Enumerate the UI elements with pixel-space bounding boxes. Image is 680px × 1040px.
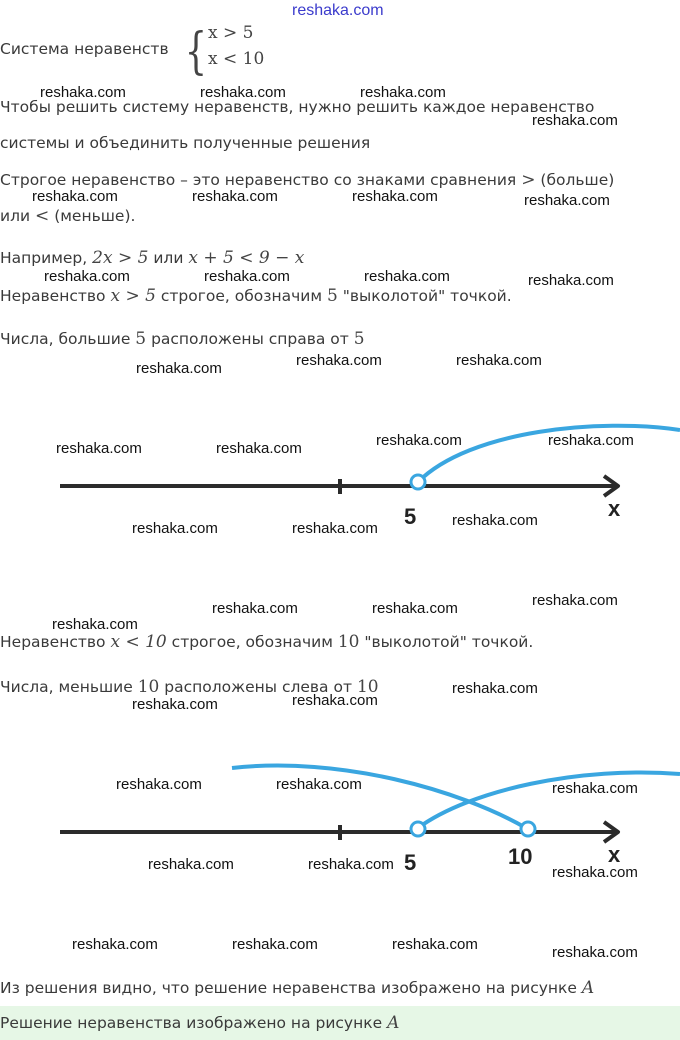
conclusion-text: Из решения видно, что решение неравенства изображено на рисунке	[0, 979, 577, 997]
conclusion-letter: A	[581, 978, 595, 998]
watermark: reshaka.com	[148, 856, 234, 873]
right-of-5-num: 5	[135, 329, 147, 349]
watermark: reshaka.com	[528, 272, 614, 289]
watermark: reshaka.com	[532, 592, 618, 609]
greater-sign: >	[521, 170, 536, 190]
watermark: reshaka.com	[232, 936, 318, 953]
paragraph-3	[0, 170, 614, 190]
open-point-5	[411, 822, 425, 836]
right-of-5-num-b: 5	[353, 329, 365, 349]
paragraph-right-of-5	[0, 329, 365, 349]
strict-5-text: Неравенство	[0, 287, 106, 305]
open-point-10	[521, 822, 535, 836]
watermark: reshaka.com	[552, 780, 638, 797]
watermark: reshaka.com	[52, 616, 138, 633]
label-5: 5	[404, 850, 417, 875]
paragraph-3-text: Строгое неравенство – это неравенство со знаками сравнения	[0, 171, 517, 189]
label-5: 5	[404, 504, 417, 529]
watermark: reshaka.com	[360, 84, 446, 101]
left-of-10-text-b: расположены слева от	[164, 678, 352, 696]
paragraph-4-text-b: (меньше).	[54, 207, 136, 225]
strict-10-number: 10	[337, 632, 360, 652]
strict-10-text-c: "выколотой" точкой.	[364, 633, 534, 651]
solution-arc-right	[418, 772, 680, 828]
site-link[interactable]: reshaka.com	[292, 2, 384, 19]
watermark: reshaka.com	[376, 432, 462, 449]
less-sign: <	[35, 206, 50, 226]
answer-label: Решение неравенства изображено на рисунке	[0, 1014, 383, 1032]
paragraph-strict-10	[0, 632, 533, 652]
watermark: reshaka.com	[292, 520, 378, 537]
watermark: reshaka.com	[72, 936, 158, 953]
watermark: reshaka.com	[200, 84, 286, 101]
watermark: reshaka.com	[204, 268, 290, 285]
paragraph-3-text-b: (больше)	[540, 171, 615, 189]
paragraph-example	[0, 248, 304, 268]
watermark: reshaka.com	[40, 84, 126, 101]
answer-letter: A	[387, 1013, 400, 1033]
watermark: reshaka.com	[116, 776, 202, 793]
watermark: reshaka.com	[276, 776, 362, 793]
strict-10-text: Неравенство	[0, 633, 106, 651]
watermark: reshaka.com	[308, 856, 394, 873]
system-line-2: x < 10	[208, 49, 265, 69]
watermark: reshaka.com	[456, 352, 542, 369]
example-math-2: x + 5 < 9 − x	[188, 248, 305, 268]
strict-10-math: x < 10	[110, 632, 167, 652]
example-text: Например,	[0, 249, 88, 267]
paragraph-4	[0, 206, 135, 226]
watermark: reshaka.com	[216, 440, 302, 457]
watermark: reshaka.com	[552, 864, 638, 881]
left-of-10-text: Числа, меньшие	[0, 678, 133, 696]
label-x: x	[608, 842, 621, 867]
label-10: 10	[508, 844, 533, 869]
watermark: reshaka.com	[548, 432, 634, 449]
watermark: reshaka.com	[392, 936, 478, 953]
watermark: reshaka.com	[364, 268, 450, 285]
watermark: reshaka.com	[212, 600, 298, 617]
watermark: reshaka.com	[552, 944, 638, 961]
open-point-5	[411, 475, 425, 489]
watermark: reshaka.com	[372, 600, 458, 617]
watermark: reshaka.com	[192, 188, 278, 205]
right-of-5-text-b: расположены справа от	[151, 330, 349, 348]
left-of-10-num: 10	[137, 677, 160, 697]
watermark: reshaka.com	[352, 188, 438, 205]
watermark: reshaka.com	[32, 188, 118, 205]
watermark: reshaka.com	[532, 112, 618, 129]
system-brace: {	[184, 22, 208, 80]
paragraph-2: системы и объединить полученные решения	[0, 134, 371, 152]
left-of-10-num-b: 10	[356, 677, 379, 697]
watermark: reshaka.com	[524, 192, 610, 209]
strict-5-number: 5	[327, 286, 338, 306]
system-line-1: x > 5	[208, 23, 254, 43]
strict-5-text-c: "выколотой" точкой.	[342, 287, 512, 305]
watermark: reshaka.com	[452, 512, 538, 529]
right-of-5-text: Числа, большие	[0, 330, 131, 348]
watermark: reshaka.com	[56, 440, 142, 457]
strict-10-text-b: строгое, обозначим	[171, 633, 333, 651]
watermark: reshaka.com	[452, 680, 538, 697]
example-math-1: 2x > 5	[92, 248, 149, 268]
watermark: reshaka.com	[136, 360, 222, 377]
watermark: reshaka.com	[292, 692, 378, 709]
strict-5-text-b: строгое, обозначим	[160, 287, 323, 305]
system-label: Система неравенств	[0, 40, 169, 58]
number-line-figure-1	[0, 410, 680, 530]
example-or: или	[153, 249, 184, 267]
answer-text	[0, 1013, 399, 1033]
paragraph-strict-5	[0, 286, 512, 306]
paragraph-1: Чтобы решить систему неравенств, нужно решить каждое неравенство	[0, 98, 595, 116]
watermark: reshaka.com	[296, 352, 382, 369]
strict-5-math: x > 5	[110, 286, 156, 306]
watermark: reshaka.com	[132, 696, 218, 713]
paragraph-4-text: или	[0, 207, 31, 225]
paragraph-conclusion	[0, 978, 594, 998]
watermark: reshaka.com	[132, 520, 218, 537]
label-x: x	[608, 496, 621, 521]
watermark: reshaka.com	[44, 268, 130, 285]
